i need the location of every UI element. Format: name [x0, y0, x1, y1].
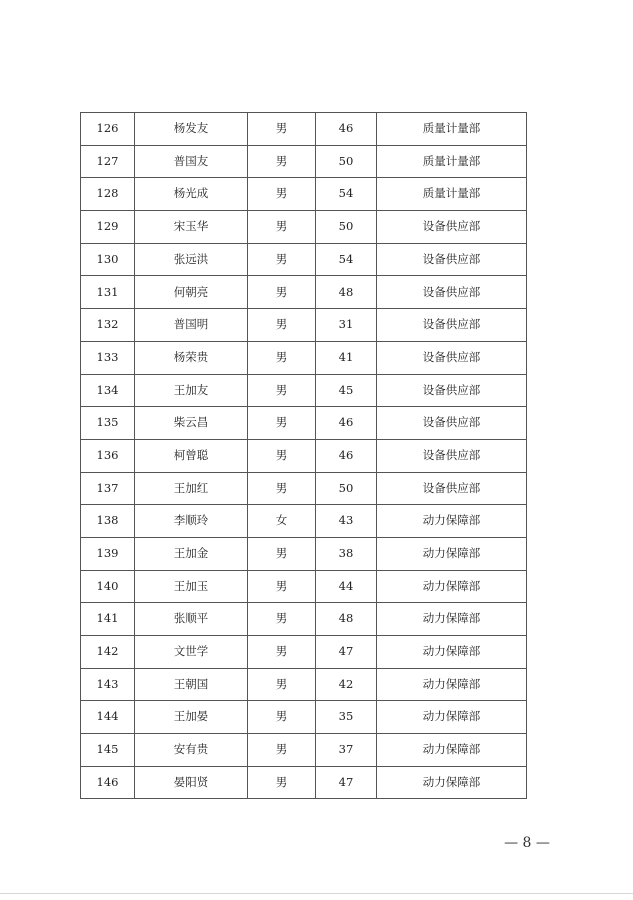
cell-department: 设备供应部 — [377, 472, 527, 505]
table-row — [81, 636, 527, 669]
cell-age: 46 — [316, 439, 377, 472]
cell-name: 王加玉 — [135, 570, 248, 603]
cell-age: 50 — [316, 472, 377, 505]
table-row — [81, 570, 527, 603]
cell-age: 50 — [316, 211, 377, 244]
table-row — [81, 537, 527, 570]
cell-name: 何朝亮 — [135, 276, 248, 309]
cell-sex: 女 — [248, 505, 316, 538]
cell-sex: 男 — [248, 374, 316, 407]
table-row — [81, 309, 527, 342]
cell-number: 142 — [81, 636, 135, 669]
cell-age: 54 — [316, 243, 377, 276]
cell-sex: 男 — [248, 472, 316, 505]
cell-name: 杨光成 — [135, 178, 248, 211]
cell-age: 48 — [316, 276, 377, 309]
cell-number: 139 — [81, 537, 135, 570]
table-row — [81, 341, 527, 374]
table-row — [81, 243, 527, 276]
cell-number: 140 — [81, 570, 135, 603]
cell-number: 146 — [81, 766, 135, 799]
cell-department: 设备供应部 — [377, 374, 527, 407]
cell-department: 动力保障部 — [377, 701, 527, 734]
cell-name: 普国明 — [135, 309, 248, 342]
cell-name: 柴云昌 — [135, 407, 248, 440]
cell-name: 文世学 — [135, 636, 248, 669]
cell-name: 柯曾聪 — [135, 439, 248, 472]
cell-name: 王加红 — [135, 472, 248, 505]
cell-sex: 男 — [248, 636, 316, 669]
cell-age: 38 — [316, 537, 377, 570]
table-row — [81, 145, 527, 178]
table-row — [81, 374, 527, 407]
cell-sex: 男 — [248, 309, 316, 342]
cell-number: 135 — [81, 407, 135, 440]
table-row — [81, 472, 527, 505]
table-row — [81, 701, 527, 734]
cell-department: 质量计量部 — [377, 145, 527, 178]
cell-number: 145 — [81, 734, 135, 767]
cell-number: 132 — [81, 309, 135, 342]
cell-sex: 男 — [248, 570, 316, 603]
cell-sex: 男 — [248, 603, 316, 636]
table-row — [81, 178, 527, 211]
cell-age: 35 — [316, 701, 377, 734]
table-row — [81, 276, 527, 309]
cell-age: 37 — [316, 734, 377, 767]
table-row — [81, 766, 527, 799]
cell-sex: 男 — [248, 341, 316, 374]
cell-name: 李顺玲 — [135, 505, 248, 538]
cell-number: 129 — [81, 211, 135, 244]
cell-age: 45 — [316, 374, 377, 407]
cell-department: 动力保障部 — [377, 766, 527, 799]
cell-number: 144 — [81, 701, 135, 734]
cell-sex: 男 — [248, 113, 316, 146]
cell-department: 质量计量部 — [377, 178, 527, 211]
cell-department: 动力保障部 — [377, 668, 527, 701]
cell-age: 44 — [316, 570, 377, 603]
cell-sex: 男 — [248, 145, 316, 178]
cell-department: 动力保障部 — [377, 537, 527, 570]
cell-sex: 男 — [248, 407, 316, 440]
cell-department: 质量计量部 — [377, 113, 527, 146]
cell-name: 晏阳贤 — [135, 766, 248, 799]
cell-department: 动力保障部 — [377, 636, 527, 669]
cell-sex: 男 — [248, 734, 316, 767]
cell-number: 136 — [81, 439, 135, 472]
table-row — [81, 113, 527, 146]
cell-age: 31 — [316, 309, 377, 342]
cell-name: 张顺平 — [135, 603, 248, 636]
table-row — [81, 505, 527, 538]
cell-number: 143 — [81, 668, 135, 701]
cell-department: 动力保障部 — [377, 505, 527, 538]
personnel-table — [80, 112, 527, 799]
cell-number: 126 — [81, 113, 135, 146]
cell-department: 设备供应部 — [377, 439, 527, 472]
cell-number: 130 — [81, 243, 135, 276]
cell-name: 王加金 — [135, 537, 248, 570]
cell-number: 127 — [81, 145, 135, 178]
cell-name: 普国友 — [135, 145, 248, 178]
page-number: — 8 — — [504, 835, 550, 851]
cell-name: 宋玉华 — [135, 211, 248, 244]
cell-sex: 男 — [248, 178, 316, 211]
cell-number: 138 — [81, 505, 135, 538]
cell-age: 47 — [316, 766, 377, 799]
table-row — [81, 439, 527, 472]
cell-sex: 男 — [248, 537, 316, 570]
cell-age: 42 — [316, 668, 377, 701]
cell-number: 133 — [81, 341, 135, 374]
cell-department: 设备供应部 — [377, 276, 527, 309]
cell-sex: 男 — [248, 439, 316, 472]
cell-department: 设备供应部 — [377, 309, 527, 342]
cell-sex: 男 — [248, 668, 316, 701]
cell-age: 47 — [316, 636, 377, 669]
cell-name: 王朝国 — [135, 668, 248, 701]
cell-age: 50 — [316, 145, 377, 178]
table-row — [81, 668, 527, 701]
cell-sex: 男 — [248, 276, 316, 309]
cell-department: 动力保障部 — [377, 603, 527, 636]
cell-department: 设备供应部 — [377, 211, 527, 244]
cell-age: 48 — [316, 603, 377, 636]
cell-number: 134 — [81, 374, 135, 407]
cell-number: 141 — [81, 603, 135, 636]
cell-age: 46 — [316, 113, 377, 146]
cell-name: 杨荣贵 — [135, 341, 248, 374]
table-row — [81, 211, 527, 244]
cell-name: 杨发友 — [135, 113, 248, 146]
cell-department: 设备供应部 — [377, 243, 527, 276]
cell-sex: 男 — [248, 211, 316, 244]
cell-age: 41 — [316, 341, 377, 374]
cell-age: 43 — [316, 505, 377, 538]
cell-number: 128 — [81, 178, 135, 211]
cell-sex: 男 — [248, 766, 316, 799]
cell-age: 46 — [316, 407, 377, 440]
table-row — [81, 603, 527, 636]
cell-sex: 男 — [248, 243, 316, 276]
cell-name: 张远洪 — [135, 243, 248, 276]
cell-age: 54 — [316, 178, 377, 211]
cell-department: 动力保障部 — [377, 734, 527, 767]
table-row — [81, 407, 527, 440]
cell-name: 安有贵 — [135, 734, 248, 767]
cell-number: 137 — [81, 472, 135, 505]
page-bottom-divider — [0, 893, 633, 894]
cell-number: 131 — [81, 276, 135, 309]
cell-department: 设备供应部 — [377, 341, 527, 374]
cell-department: 动力保障部 — [377, 570, 527, 603]
cell-department: 设备供应部 — [377, 407, 527, 440]
table-body — [81, 113, 527, 799]
cell-sex: 男 — [248, 701, 316, 734]
cell-name: 王加晏 — [135, 701, 248, 734]
table-row — [81, 734, 527, 767]
cell-name: 王加友 — [135, 374, 248, 407]
